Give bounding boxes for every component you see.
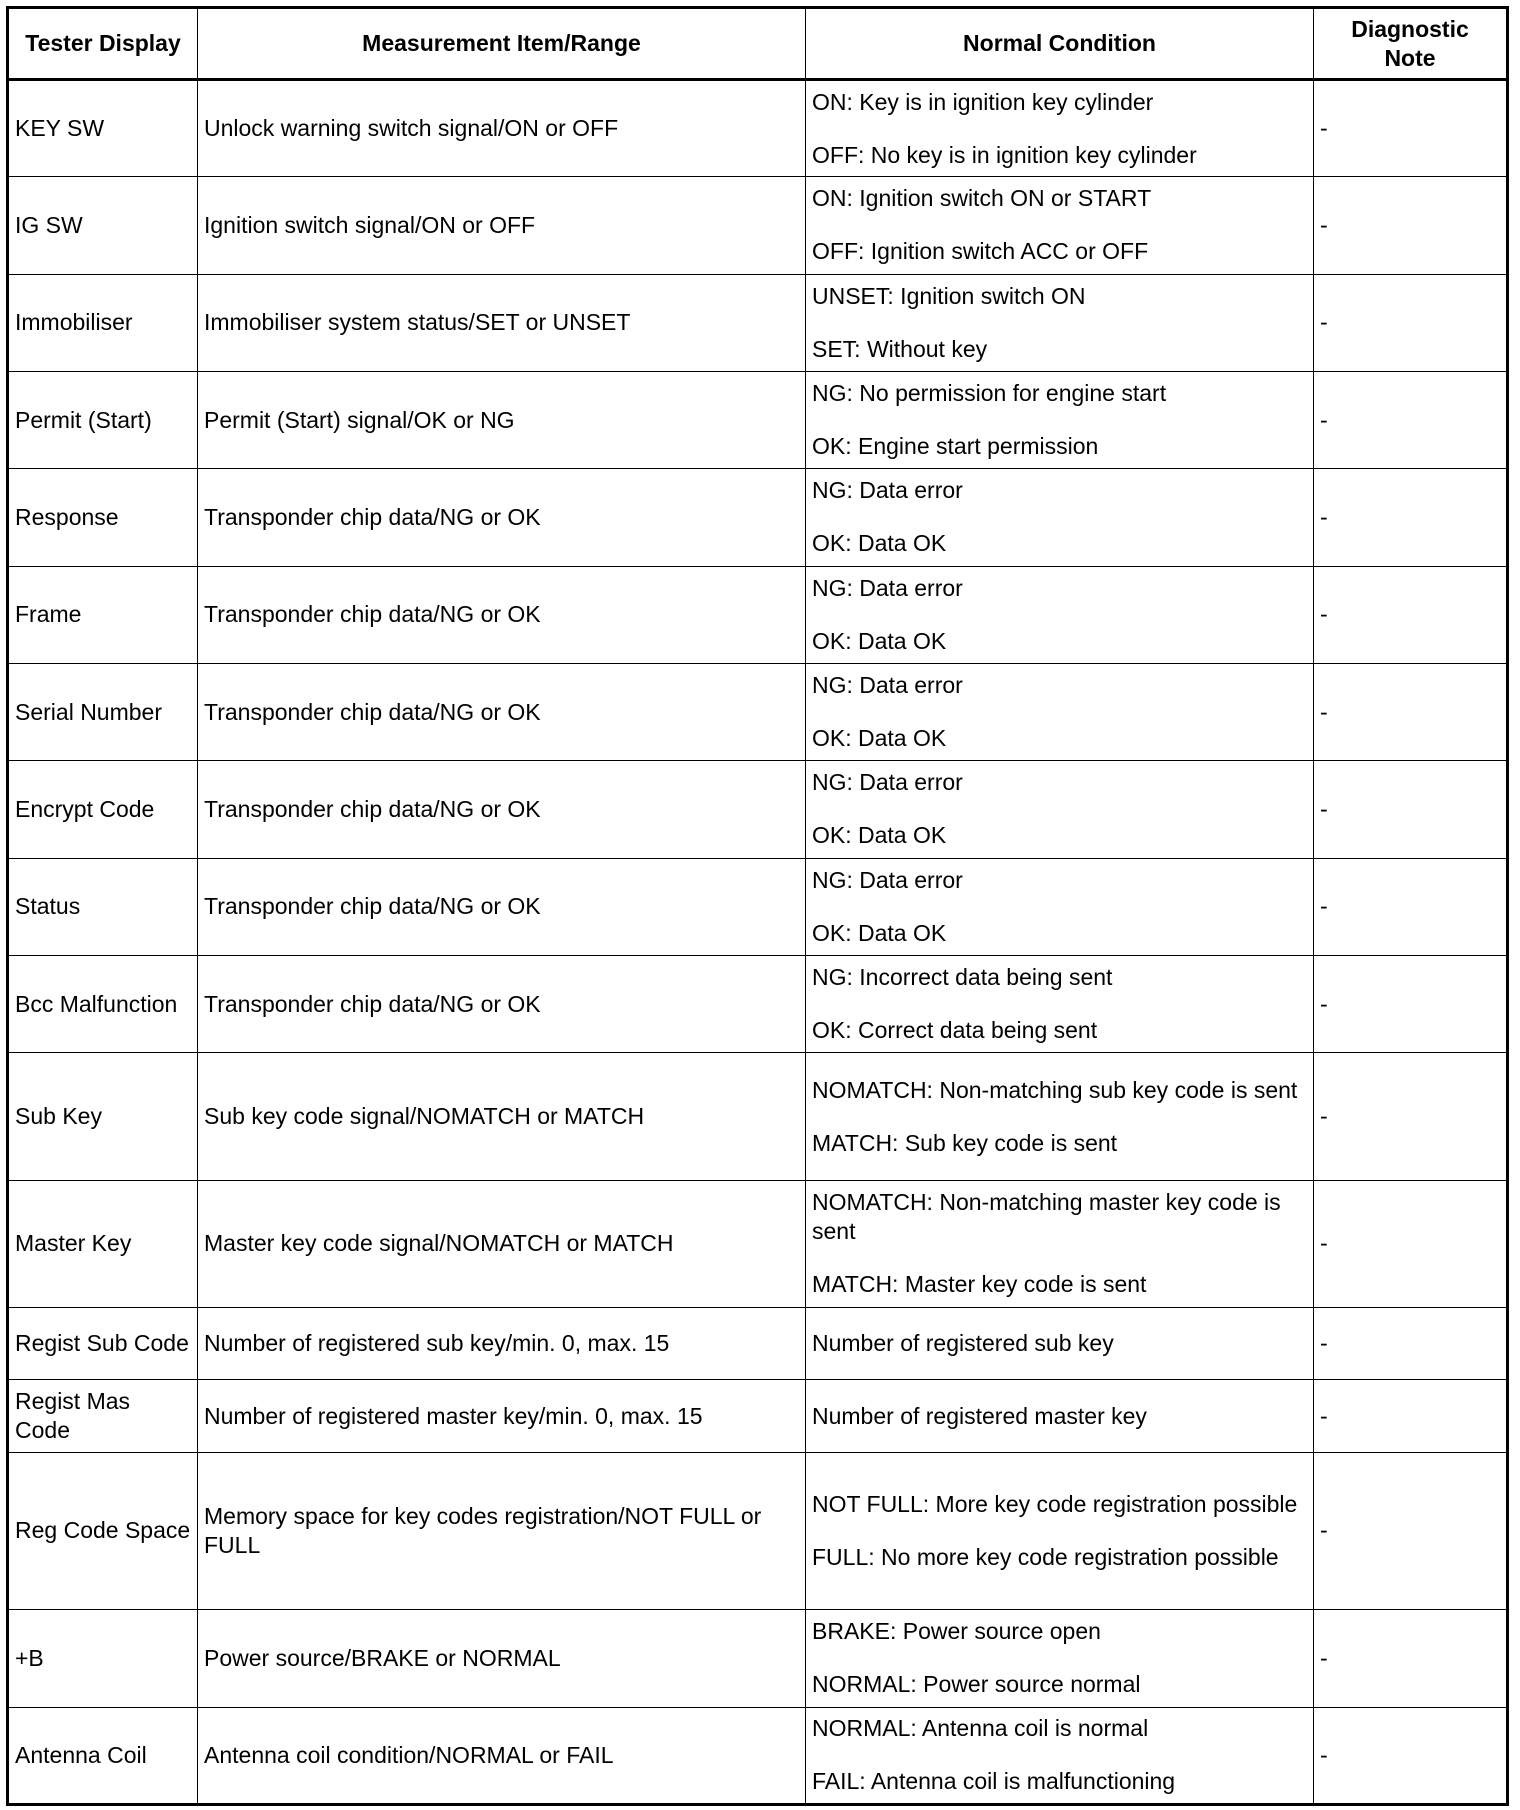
table-body — [8, 80, 1508, 1805]
cell-measurement: Transponder chip data/NG or OK — [198, 469, 806, 566]
cell-tester-display: Immobiliser — [8, 274, 198, 371]
cell-tester-display: Permit (Start) — [8, 371, 198, 468]
header-tester-display: Tester Display — [8, 8, 198, 80]
cell-diagnostic-note: - — [1314, 566, 1508, 663]
cell-measurement: Transponder chip data/NG or OK — [198, 761, 806, 858]
cell-diagnostic-note: - — [1314, 274, 1508, 371]
cell-tester-display: Reg Code Space — [8, 1452, 198, 1610]
cell-tester-display: +B — [8, 1610, 198, 1707]
condition-line: NOMATCH: Non-matching sub key code is sent — [812, 1076, 1298, 1103]
cell-normal-condition — [806, 1308, 1314, 1380]
table-row — [8, 1053, 1508, 1180]
cell-measurement: Number of registered master key/min. 0, max. 15 — [198, 1380, 806, 1452]
cell-diagnostic-note: - — [1314, 1380, 1508, 1452]
cell-diagnostic-note: - — [1314, 1610, 1508, 1707]
condition-line: Number of registered sub key — [812, 1330, 1114, 1357]
cell-normal-condition — [806, 469, 1314, 566]
cell-tester-display: Bcc Malfunction — [8, 955, 198, 1052]
condition-line: NG: Data error — [812, 769, 963, 796]
table-row — [8, 1380, 1508, 1452]
cell-tester-display: Response — [8, 469, 198, 566]
condition-line: NG: Data error — [812, 477, 963, 504]
cell-measurement: Master key code signal/NOMATCH or MATCH — [198, 1180, 806, 1307]
cell-measurement: Sub key code signal/NOMATCH or MATCH — [198, 1053, 806, 1180]
cell-tester-display: Master Key — [8, 1180, 198, 1307]
condition-line: FULL: No more key code registration possible — [812, 1543, 1279, 1570]
condition-line: OK: Engine start permission — [812, 433, 1099, 460]
cell-diagnostic-note: - — [1314, 1053, 1508, 1180]
table-row — [8, 1610, 1508, 1707]
condition-line: UNSET: Ignition switch ON — [812, 282, 1086, 309]
cell-diagnostic-note: - — [1314, 1180, 1508, 1307]
condition-line: BRAKE: Power source open — [812, 1618, 1101, 1645]
cell-measurement: Transponder chip data/NG or OK — [198, 663, 806, 760]
cell-normal-condition — [806, 1452, 1314, 1610]
table-row — [8, 955, 1508, 1052]
cell-tester-display: Antenna Coil — [8, 1707, 198, 1804]
condition-line: OK: Data OK — [812, 725, 947, 752]
table-row — [8, 1308, 1508, 1380]
cell-diagnostic-note: - — [1314, 177, 1508, 274]
cell-normal-condition — [806, 1180, 1314, 1307]
condition-line: NG: Data error — [812, 866, 963, 893]
cell-normal-condition — [806, 1380, 1314, 1452]
condition-line: Number of registered master key — [812, 1402, 1147, 1429]
cell-measurement: Immobiliser system status/SET or UNSET — [198, 274, 806, 371]
header-measurement: Measurement Item/Range — [198, 8, 806, 80]
condition-line: MATCH: Sub key code is sent — [812, 1129, 1118, 1156]
condition-line: NORMAL: Power source normal — [812, 1671, 1141, 1698]
cell-measurement: Unlock warning switch signal/ON or OFF — [198, 80, 806, 177]
table-row — [8, 371, 1508, 468]
cell-tester-display: Frame — [8, 566, 198, 663]
table-row — [8, 274, 1508, 371]
table-row — [8, 1180, 1508, 1307]
table-row — [8, 1452, 1508, 1610]
cell-normal-condition — [806, 663, 1314, 760]
header-row — [8, 8, 1508, 80]
cell-normal-condition — [806, 177, 1314, 274]
condition-line: NG: Data error — [812, 574, 963, 601]
condition-line: OFF: No key is in ignition key cylinder — [812, 141, 1197, 168]
cell-diagnostic-note: - — [1314, 80, 1508, 177]
cell-diagnostic-note: - — [1314, 371, 1508, 468]
condition-line: NOT FULL: More key code registration possible — [812, 1490, 1298, 1517]
cell-diagnostic-note: - — [1314, 1308, 1508, 1380]
cell-normal-condition — [806, 1610, 1314, 1707]
condition-line: ON: Ignition switch ON or START — [812, 185, 1152, 212]
cell-measurement: Memory space for key codes registration/NOT FULL or FULL — [198, 1452, 806, 1610]
condition-line: OK: Data OK — [812, 627, 947, 654]
condition-line: MATCH: Master key code is sent — [812, 1271, 1147, 1298]
cell-tester-display: Regist Mas Code — [8, 1380, 198, 1452]
cell-diagnostic-note: - — [1314, 858, 1508, 955]
table-row — [8, 80, 1508, 177]
condition-line: NOMATCH: Non-matching master key code is sent — [812, 1189, 1281, 1245]
cell-tester-display: Encrypt Code — [8, 761, 198, 858]
table-header — [8, 8, 1508, 80]
table-row — [8, 1707, 1508, 1804]
condition-line: OFF: Ignition switch ACC or OFF — [812, 238, 1149, 265]
cell-tester-display: Regist Sub Code — [8, 1308, 198, 1380]
condition-line: OK: Data OK — [812, 919, 947, 946]
condition-line: NG: No permission for engine start — [812, 380, 1167, 407]
cell-normal-condition — [806, 955, 1314, 1052]
cell-tester-display: KEY SW — [8, 80, 198, 177]
data-list-table — [6, 6, 1509, 1806]
condition-line: NG: Incorrect data being sent — [812, 964, 1113, 991]
cell-normal-condition — [806, 858, 1314, 955]
condition-line: SET: Without key — [812, 335, 988, 362]
condition-line: OK: Data OK — [812, 822, 947, 849]
condition-line: NORMAL: Antenna coil is normal — [812, 1715, 1149, 1742]
cell-normal-condition — [806, 566, 1314, 663]
condition-line: OK: Correct data being sent — [812, 1017, 1098, 1044]
cell-diagnostic-note: - — [1314, 1452, 1508, 1610]
cell-normal-condition — [806, 80, 1314, 177]
cell-normal-condition — [806, 1053, 1314, 1180]
cell-measurement: Ignition switch signal/ON or OFF — [198, 177, 806, 274]
table-row — [8, 566, 1508, 663]
condition-line: NG: Data error — [812, 672, 963, 699]
table-row — [8, 858, 1508, 955]
cell-tester-display: Status — [8, 858, 198, 955]
cell-measurement: Transponder chip data/NG or OK — [198, 955, 806, 1052]
cell-diagnostic-note: - — [1314, 1707, 1508, 1804]
cell-normal-condition — [806, 371, 1314, 468]
cell-tester-display: Serial Number — [8, 663, 198, 760]
header-diagnostic-note: Diagnostic Note — [1314, 8, 1508, 80]
cell-diagnostic-note: - — [1314, 663, 1508, 760]
table-row — [8, 469, 1508, 566]
header-normal-condition: Normal Condition — [806, 8, 1314, 80]
cell-measurement: Permit (Start) signal/OK or NG — [198, 371, 806, 468]
cell-tester-display: IG SW — [8, 177, 198, 274]
cell-diagnostic-note: - — [1314, 469, 1508, 566]
cell-normal-condition — [806, 1707, 1314, 1804]
cell-normal-condition — [806, 761, 1314, 858]
cell-measurement: Power source/BRAKE or NORMAL — [198, 1610, 806, 1707]
cell-measurement: Transponder chip data/NG or OK — [198, 566, 806, 663]
cell-tester-display: Sub Key — [8, 1053, 198, 1180]
cell-measurement: Transponder chip data/NG or OK — [198, 858, 806, 955]
cell-measurement: Number of registered sub key/min. 0, max. 15 — [198, 1308, 806, 1380]
table-row — [8, 663, 1508, 760]
cell-normal-condition — [806, 274, 1314, 371]
condition-line: OK: Data OK — [812, 530, 947, 557]
condition-line: FAIL: Antenna coil is malfunctioning — [812, 1768, 1176, 1795]
condition-line: ON: Key is in ignition key cylinder — [812, 88, 1154, 115]
cell-diagnostic-note: - — [1314, 761, 1508, 858]
table-row — [8, 177, 1508, 274]
cell-diagnostic-note: - — [1314, 955, 1508, 1052]
cell-measurement: Antenna coil condition/NORMAL or FAIL — [198, 1707, 806, 1804]
table-row — [8, 761, 1508, 858]
